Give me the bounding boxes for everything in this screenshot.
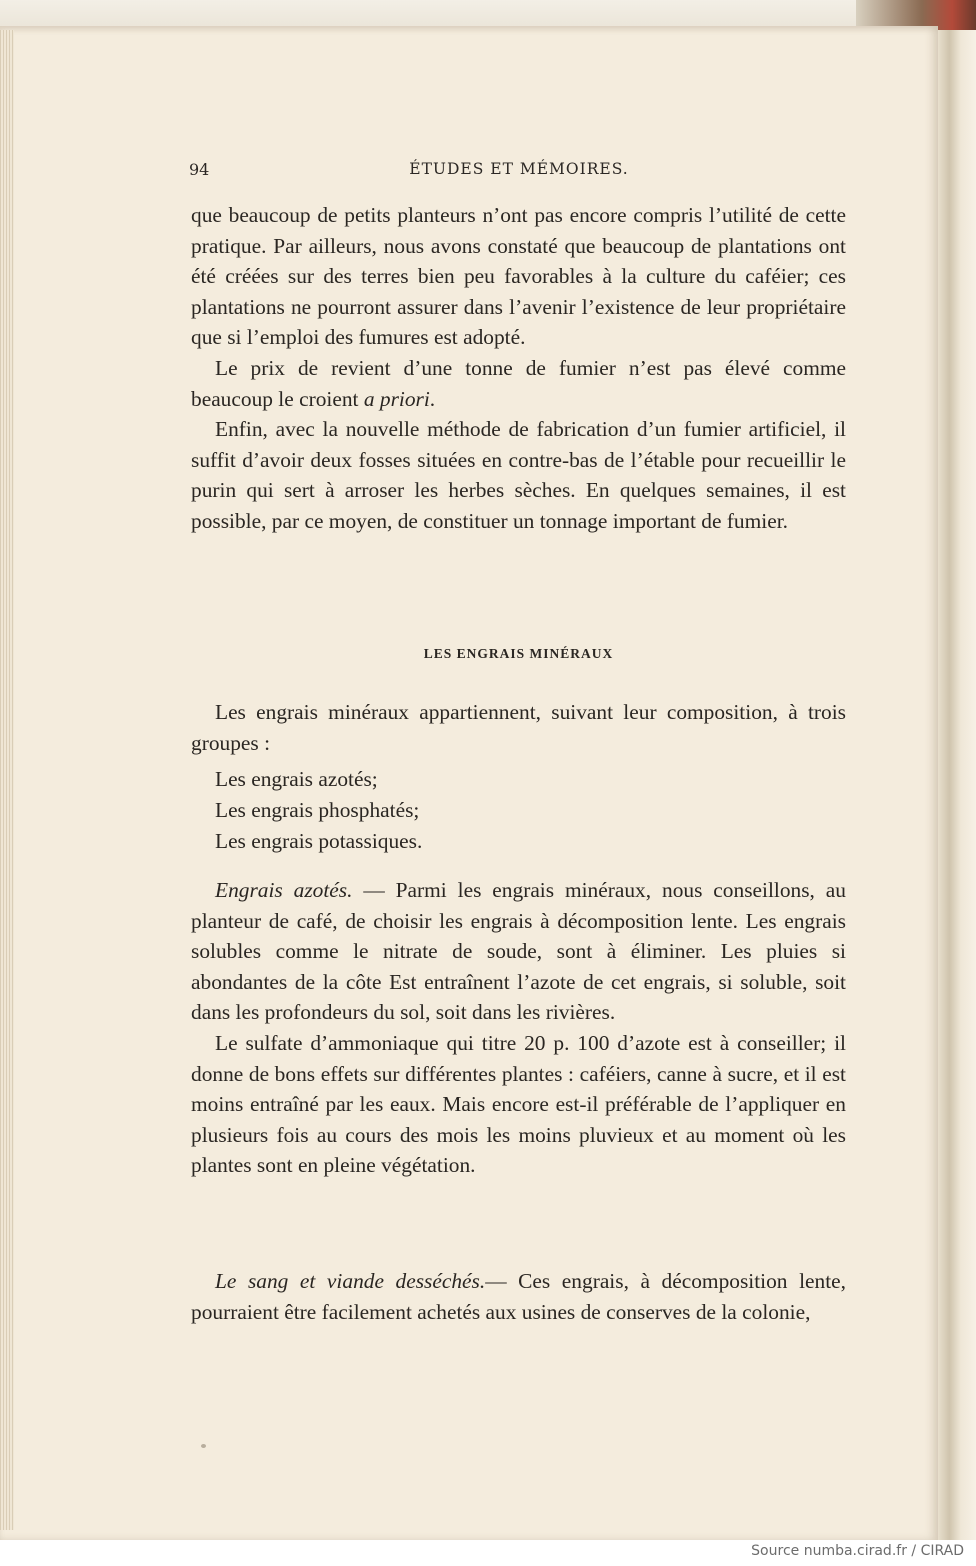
paragraph-prix-de-revient [191,353,846,414]
section-heading: LES ENGRAIS MINÉRAUX [423,646,614,661]
azotes-block [191,875,846,1181]
azotes-text: — Parmi les engrais minéraux, nous conseillons, au planteur de café, de choisir les engrais à décomposition lente. Les engrais solubles comme le nitrate de soude, sont à éliminer. Les pluies si abondantes de la côte Est entraînent l’azote de cet engrais, si soluble, soit dans les profondeurs du sol, soit dans les rivières. [191,878,846,1025]
section-intro: Les engrais minéraux appartiennent, suivant leur composition, à trois groupes : [191,700,846,755]
sang-block [191,1266,846,1327]
paragraph-methode: Enfin, avec la nouvelle méthode de fabrication d’un fumier artificiel, il suffit d’avoir deux fosses situées en contre-bas de l’étable pour recueillir le purin qui sert à arroser les herbes sèches. En quelques semaines, il est possible, par ce moyen, de constituer un tonnage important de fumier. [191,417,846,533]
list-item: Les engrais phosphatés; [215,798,420,822]
azotes-title: Engrais azotés. [215,878,353,902]
sang-title: Le sang et viande desséchés. [215,1269,486,1293]
source-credit: Source numba.cirad.fr / CIRAD [751,1543,964,1559]
page-stack-edge [0,30,14,1530]
running-title: ÉTUDES ET MÉMOIRES. [409,160,629,178]
groups-list [215,764,422,857]
paragraph-fumures: que beaucoup de petits planteurs n’ont pas encore compris l’utilité de cette pratique. Par ailleurs, nous avons constaté que beaucoup de plantations ont été créées sur des terres bien peu favorables à la culture du caféier; ces plantations ne pourront assurer dans l’avenir l’existence de leur propriétaire que si l’emploi des fumures est adopté. [191,203,846,350]
prix-text: Le prix de revient d’une tonne de fumier n’est pas élevé comme beaucoup le croient [191,355,846,411]
sang-text: — Ces engrais, à décomposition lente, pourraient être facilement achetés aux usines de conserves de la colonie, [191,1269,846,1324]
prix-italic: a priori [363,386,430,411]
text-block-top [191,200,846,537]
paper-speck [201,1444,206,1448]
list-item: Les engrais potassiques. [215,829,423,853]
page-number: 94 [189,160,210,179]
list-item: Les engrais azotés; [215,767,378,791]
paragraph-azotes [191,875,846,1028]
paragraph-sulfate: Le sulfate d’ammoniaque qui titre 20 p. 100 d’azote est à conseiller; il donne de bons effets sur différentes plantes : caféiers, canne à sucre, et il est moins entraîné par les eaux. Mais encore est-il préférable de l’appliquer en plusieurs fois au cours des mois les moins pluvieux et au moment où les plantes sont en pleine végétation. [191,1030,846,1178]
paragraph-sang [191,1266,846,1327]
section-intro-block [191,697,846,758]
page-gutter-edge [938,30,976,1540]
prix-end: . [429,386,436,411]
